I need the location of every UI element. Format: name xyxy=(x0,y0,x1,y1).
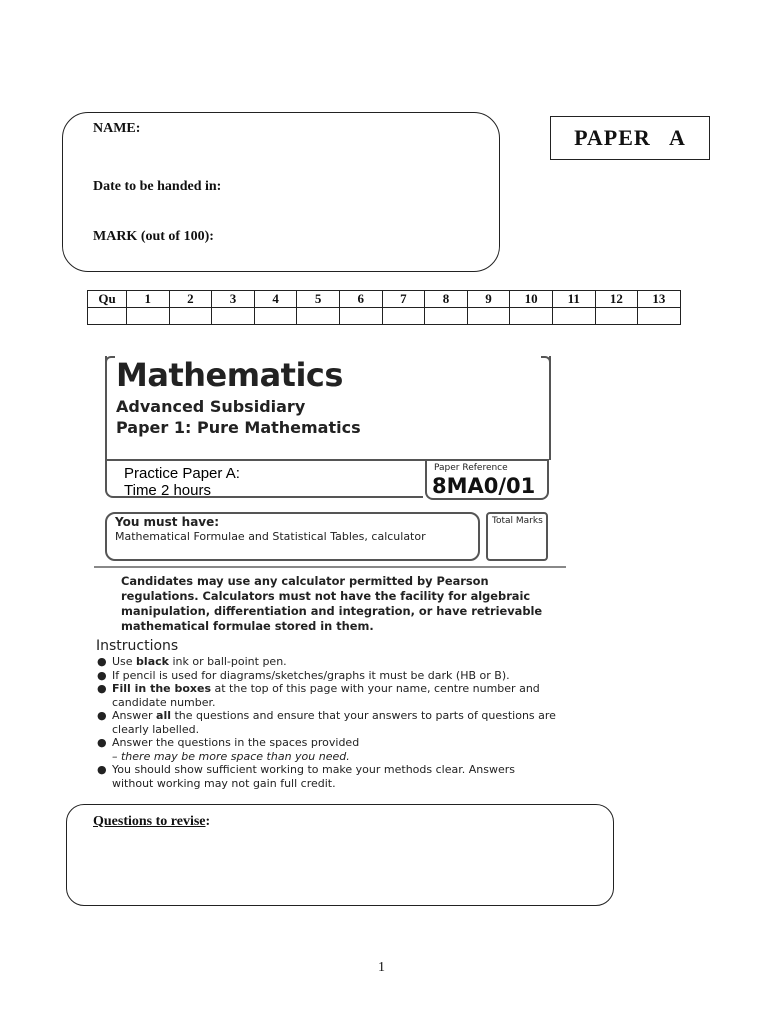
instruction-text: the questions and ensure that your answers to parts of questions are clearly labelled. xyxy=(112,709,556,736)
mark-label: MARK (out of 100): xyxy=(93,229,214,244)
marks-cell xyxy=(595,308,638,325)
marks-cell xyxy=(382,308,425,325)
question-marks-table xyxy=(87,290,681,325)
table-marks-row xyxy=(88,308,681,325)
question-number-cell: 11 xyxy=(552,291,595,308)
calculator-note: Candidates may use any calculator permitted by Pearson regulations. Calculators must not have the facility for algebraic manipulation, differentiation and integration, or have retrievable mathematical formulae stored in them. xyxy=(121,574,543,633)
instruction-text: If pencil is used for diagrams/sketches/graphs it must be dark (HB or B). xyxy=(112,668,510,682)
instruction-bold: black xyxy=(136,655,169,668)
must-have-title: You must have: xyxy=(115,515,220,529)
time-line: Time 2 hours xyxy=(124,482,211,499)
bullet-icon: ● xyxy=(97,682,107,695)
question-number-cell: 10 xyxy=(510,291,553,308)
question-number-cell: 12 xyxy=(595,291,638,308)
marks-cell xyxy=(297,308,340,325)
revise-label xyxy=(93,814,210,830)
revise-label-text: Questions to revise xyxy=(93,814,206,829)
instructions-list xyxy=(96,655,556,790)
instruction-text: ink or ball-point pen. xyxy=(168,655,287,668)
question-number-cell: 4 xyxy=(254,291,297,308)
marks-cell xyxy=(254,308,297,325)
marks-cell xyxy=(339,308,382,325)
list-item xyxy=(96,655,556,669)
instruction-bold: Fill in the boxes xyxy=(112,682,211,695)
paper-title: Paper 1: Pure Mathematics xyxy=(116,418,361,437)
question-number-cell: 7 xyxy=(382,291,425,308)
list-item xyxy=(96,763,556,790)
practice-line: Practice Paper A: xyxy=(124,465,240,482)
page-number: 1 xyxy=(378,960,385,975)
instruction-text: Answer xyxy=(112,709,157,722)
bullet-icon: ● xyxy=(97,655,107,668)
list-item xyxy=(96,736,556,763)
question-number-cell: 6 xyxy=(339,291,382,308)
bullet-icon: ● xyxy=(97,763,107,776)
revise-label-colon: : xyxy=(205,814,211,829)
instruction-text: at the top of this page with your name, centre number and candidate number. xyxy=(112,682,540,709)
question-number-cell: 1 xyxy=(127,291,170,308)
marks-cell xyxy=(638,308,681,325)
instruction-text: Answer the questions in the spaces provided xyxy=(112,736,360,749)
student-info-box xyxy=(62,112,500,272)
instruction-italic: – there may be more space than you need. xyxy=(112,749,350,763)
paper-reference-code: 8MA0/01 xyxy=(432,474,536,498)
marks-cell xyxy=(169,308,212,325)
practice-info xyxy=(124,465,240,499)
marks-cell xyxy=(127,308,170,325)
paper-label-box: PAPER A xyxy=(550,116,710,160)
marks-cell xyxy=(212,308,255,325)
instructions-title: Instructions xyxy=(96,638,179,654)
list-item xyxy=(96,669,556,683)
question-number-cell: 3 xyxy=(212,291,255,308)
bullet-icon: ● xyxy=(97,668,107,682)
bullet-icon: ● xyxy=(97,736,107,749)
date-label: Date to be handed in: xyxy=(93,179,222,194)
paper-reference-label: Paper Reference xyxy=(434,463,508,473)
question-number-cell: 5 xyxy=(297,291,340,308)
subject-title: Mathematics xyxy=(116,356,343,394)
instruction-bold: all xyxy=(156,709,171,722)
level-title: Advanced Subsidiary xyxy=(116,397,306,416)
section-divider xyxy=(94,566,566,568)
question-number-cell: 9 xyxy=(467,291,510,308)
question-number-cell: 13 xyxy=(638,291,681,308)
marks-cell xyxy=(552,308,595,325)
total-marks-label: Total Marks xyxy=(492,516,543,526)
marks-cell xyxy=(425,308,468,325)
instruction-text: Use xyxy=(112,655,137,668)
marks-cell xyxy=(510,308,553,325)
table-header-cell: Qu xyxy=(88,291,127,308)
marks-cell xyxy=(467,308,510,325)
list-item xyxy=(96,709,556,736)
name-label: NAME: xyxy=(93,121,141,136)
table-header-row xyxy=(88,291,681,308)
question-number-cell: 2 xyxy=(169,291,212,308)
must-have-text: Mathematical Formulae and Statistical Tables, calculator xyxy=(115,530,426,543)
instruction-text: You should show sufficient working to make your methods clear. Answers without working may not gain full credit. xyxy=(112,763,515,790)
question-number-cell: 8 xyxy=(425,291,468,308)
marks-cell xyxy=(88,308,127,325)
bullet-icon: ● xyxy=(97,709,107,722)
list-item xyxy=(96,682,556,709)
